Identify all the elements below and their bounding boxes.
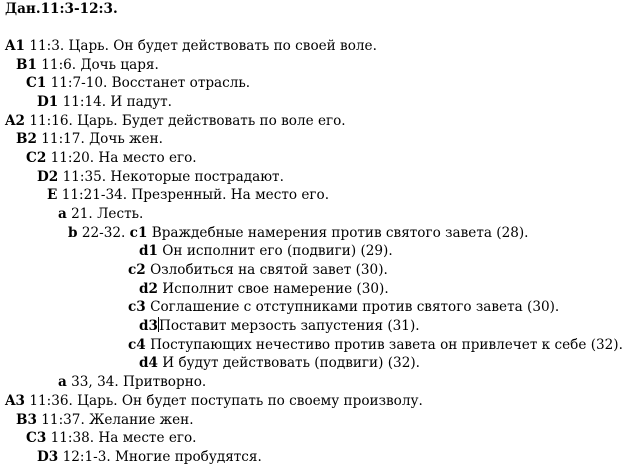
outline-line-a1: [5, 37, 377, 56]
document-title: Дан.11:3-12:3.: [5, 1, 118, 17]
outline-label: D3: [37, 449, 59, 465]
outline-label: A1: [5, 38, 26, 54]
outline-label: B3: [16, 412, 37, 428]
outline-text: И будут действовать (подвиги) (32).: [157, 355, 420, 371]
outline-label: C2: [26, 150, 47, 166]
outline-text: 11:38. На месте его.: [46, 430, 197, 446]
outline-label: c1: [129, 225, 148, 241]
outline-line-d3-sub: [139, 317, 420, 336]
outline-label: d2: [139, 281, 158, 297]
outline-text: 21. Лесть.: [66, 206, 144, 222]
outline-text: Поступающих нечестиво против завета он привлечет к себе (32).: [145, 337, 623, 353]
outline-text: 11:17. Дочь жен.: [36, 131, 163, 147]
outline-text: 11:7-10. Восстанет отрасль.: [46, 75, 251, 91]
outline-text: Поставит мерзость запустения (31).: [158, 318, 420, 334]
outline-label: A3: [5, 393, 26, 409]
outline-label: a: [58, 206, 67, 222]
outline-line-e: [47, 186, 329, 205]
outline-label: d4: [139, 355, 158, 371]
outline-line-b1: [16, 56, 159, 75]
outline-text: 12:1-3. Многие пробудятся.: [58, 449, 262, 465]
outline-line-b3: [16, 411, 194, 430]
outline-label: d3: [139, 318, 158, 334]
outline-label: A2: [5, 113, 26, 129]
outline-label: d1: [139, 243, 158, 259]
outline-label: c4: [128, 337, 146, 353]
outline-line-d3: [37, 448, 262, 467]
outline-line-a-lest: [58, 205, 143, 224]
outline-label: B2: [16, 131, 37, 147]
outline-text: 11:16. Царь. Будет действовать по воле его.: [25, 113, 346, 129]
outline-line-c2: [26, 149, 197, 168]
outline-line-c3-sub: [128, 298, 559, 317]
outline-text: 11:36. Царь. Он будет поступать по своему произволу.: [25, 393, 423, 409]
outline-label: E: [47, 187, 58, 203]
outline-text: Соглашение с отступниками против святого завета (30).: [145, 299, 560, 315]
outline-label: D1: [37, 94, 59, 110]
outline-text: Исполнит свое намерение (30).: [157, 281, 389, 297]
outline-line-c1: [26, 74, 250, 93]
outline-line-d4-sub: [139, 354, 420, 373]
outline-label: c3: [128, 299, 146, 315]
outline-text: 11:20. На место его.: [46, 150, 197, 166]
outline-text: 11:6. Дочь царя.: [36, 57, 159, 73]
outline-line-c2-sub: [128, 261, 388, 280]
outline-text: Враждебные намерения против святого завета (28).: [147, 225, 529, 241]
outline-text: 11:37. Желание жен.: [36, 412, 194, 428]
outline-label: b: [68, 225, 78, 241]
outline-line-d2-sub: [139, 280, 389, 299]
outline-line-a3: [5, 392, 423, 411]
outline-text: Озлобиться на святой завет (30).: [145, 262, 388, 278]
outline-text: 11:14. И падут.: [58, 94, 172, 110]
outline-line-d1-sub: [139, 242, 393, 261]
outline-text: 11:21-34. Презренный. На место его.: [57, 187, 330, 203]
outline-label: C3: [26, 430, 47, 446]
outline-label: c2: [128, 262, 146, 278]
outline-label: a: [58, 374, 67, 390]
outline-line-c4-sub: [128, 336, 623, 355]
outline-text: 22-32.: [77, 225, 130, 241]
outline-text: 11:3. Царь. Он будет действовать по своей воле.: [25, 38, 377, 54]
outline-label: D2: [37, 169, 59, 185]
outline-line-d1: [37, 93, 172, 112]
outline-line-d2: [37, 168, 284, 187]
outline-line-a-pritvorno: [58, 373, 206, 392]
outline-text: 11:35. Некоторые пострадают.: [58, 169, 284, 185]
outline-line-b2: [16, 130, 163, 149]
outline-line-a2: [5, 112, 346, 131]
outline-text: 33, 34. Притворно.: [66, 374, 207, 390]
outline-line-c3: [26, 429, 197, 448]
outline-label: B1: [16, 57, 37, 73]
outline-line-b-c1: [68, 224, 529, 243]
outline-label: C1: [26, 75, 47, 91]
outline-text: Он исполнит его (подвиги) (29).: [157, 243, 393, 259]
